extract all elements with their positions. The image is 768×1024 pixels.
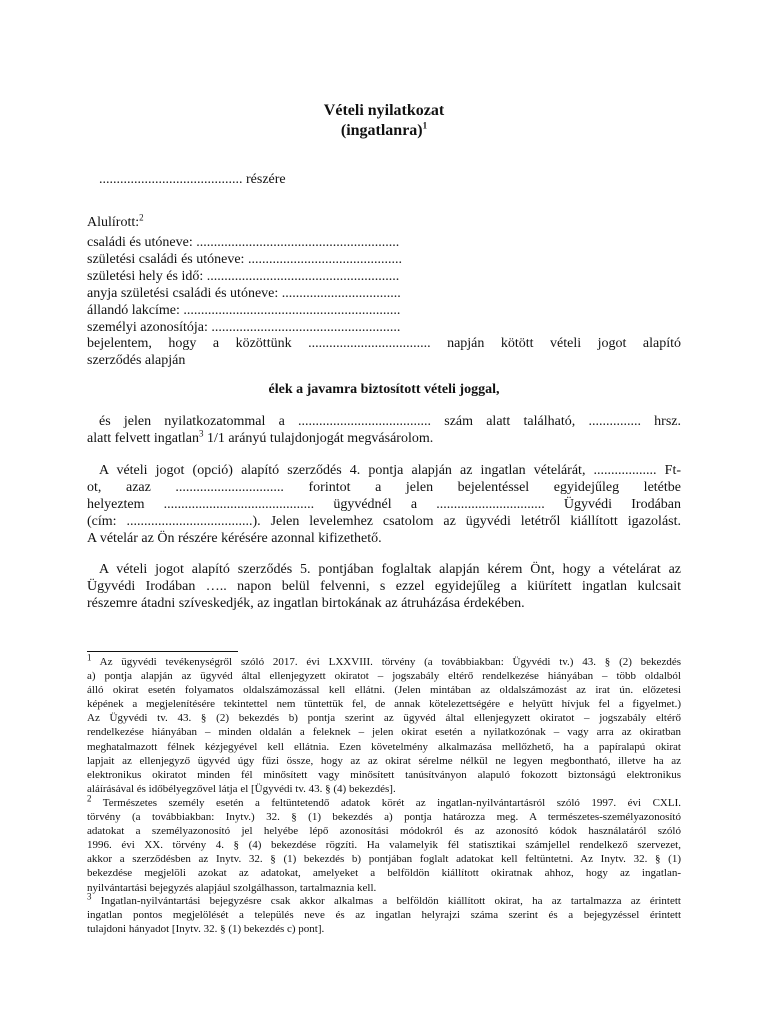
footnote-line: képének a megjelenítésére tekintettel nem tüntettük fel, de annak kötelezettségére e helyütt hívjuk fel a figyelmet.): [87, 698, 681, 711]
footnote-line: nyilvántartási bejegyzés alapjául szolgálhasson, tartalmaznia kell.: [87, 881, 377, 894]
declarant-field: születési hely és idő: .......................................................: [87, 269, 400, 284]
footnote-ref-3: 3: [198, 428, 204, 439]
paragraph-line: A vételi jogot (opció) alapító szerződés 4. pontja alapján az ingatlan vételárát, .................. Ft-: [99, 463, 681, 478]
footnote-mark: 1: [87, 652, 92, 663]
footnote-line: rendelkezése hiányában – minden oldalán a feleknek – jelen okirat esetén a nyilatkozónak – vagy arra az okiratban: [87, 726, 681, 739]
footnote-ref-1: 1: [422, 120, 428, 131]
footnote-line: elektronikus okiratot minden fél minősített vagy minősített tanúsítványon alapuló fokozott biztonságú elektronikus: [87, 768, 681, 781]
footnote-2: [87, 793, 681, 895]
footnote-line: Az Ügyvédi tv. 43. § (2) bekezdés b) pontja szerint az ügyvéd által ellenjegyzett okiratot – jogszabály eltérő: [87, 712, 681, 725]
paragraph-line: A vételár az Ön részére kérésére azonnal kifizethető.: [87, 531, 382, 546]
footnote-line: akkor a szerződésben az Inytv. 32. § (1) bekezdés b) pontjában foglalt adatokat kell feltüntetni. Az Inytv. 32. § (1): [87, 853, 681, 866]
document-title: Vételi nyilatkozat: [323, 102, 445, 119]
paragraph-line: ot, azaz ............................... forintot a jelen bejelentéssel egyidejűleg letétbe: [87, 480, 681, 495]
footnote-line: meghatalmazott félnek kézjegyével kell ellátnia. Ezen követelmény alkalmazása mellőzhető, ha a papíralapú okirat: [87, 740, 681, 753]
footnote-line: ingatlan pontos megjelölését a település neve és az ingatlan helyrajzi száma szerint és a bejegyzéssel érintett: [87, 909, 681, 922]
paragraph-line: részemre átadni szíveskedjék, az ingatlan birtokának az átruházása érdekében.: [87, 596, 525, 611]
document-subtitle: (ingatlanra)$^1$: [340, 120, 428, 139]
footnote-mark: 3: [87, 891, 92, 902]
paragraph-line: helyeztem ........................................... ügyvédnél a ............................... Ügyvédi Irodában: [87, 497, 681, 512]
recipient-line: ......................................... részére: [99, 172, 286, 187]
declarant-field: anyja születési családi és utóneve: ..................................: [87, 286, 401, 301]
paragraph-line: Ügyvédi Irodában ….. napon belül felvenni, s ezzel egyidejűleg a kiürített ingatlan kulcsait: [87, 579, 681, 594]
footnote-ref-2: 2: [139, 212, 144, 223]
declarant-field: családi és utóneve: ..........................................................: [87, 235, 400, 250]
footnote-line: tulajdoni hányadot [Inytv. 32. § (1) bekezdés c) pont].: [87, 923, 325, 936]
footnote-line: $^1$ Az ügyvédi tevékenységről szóló 2017. évi LXXVIII. törvény (a továbbiakban: Ügyvédi tv.) 43. § (2) bekezdés: [87, 652, 681, 668]
footnote-line: adatokat a személyazonosító jel helyébe lépő azonosítási módokról és az azonosító kódok használatáról szóló: [87, 825, 681, 838]
footnote-line: törvény (a továbbiakban: Inytv.) 32. § (1) bekezdés a) pontja határozza meg. A természetes-személyazonosító: [87, 811, 681, 824]
footnote-line: lapjait az ellenjegyző ügyvéd úgy fűzi össze, hogy az az okirat sérelme nélkül ne legyen megbontható, illetve ha az: [87, 754, 681, 767]
paragraph-line: és jelen nyilatkozatommal a ...................................... szám alatt található, ............... hrsz.: [99, 414, 681, 429]
declarant-label: Alulírott:$^2$: [87, 212, 144, 230]
footnote-line: $^2$ Természetes személy esetén a feltüntetendő adatok körét az ingatlan-nyilvántartásról szóló 1997. évi CXLI.: [87, 793, 681, 809]
footnote-line: 1996. évi XX. törvény 4. § (4) bekezdése rögzíti. Ha valamelyik fél statisztikai számjellel rendelkező szervezet,: [87, 839, 681, 852]
footnote-separator: [87, 651, 238, 652]
footnote-line: bekezdése megjelöli azokat az adatokat, amelyeket a belföldön kiállított okiratnak ahhoz, hogy az ingatlan-: [87, 867, 681, 880]
declarant-field: születési családi és utóneve: ............................................: [87, 252, 402, 267]
section-heading: élek a javamra biztosított vételi joggal,: [268, 382, 500, 397]
footnote-mark: 2: [87, 793, 92, 804]
footnote-3: [87, 891, 681, 936]
declarant-field: személyi azonosítója: ......................................................: [87, 320, 401, 335]
paragraph-line: szerződés alapján: [87, 353, 186, 368]
paragraph-line: bejelentem, hogy a közöttünk ................................... napján kötött vételi jogot alapító: [87, 336, 681, 351]
footnote-1: [87, 652, 681, 796]
paragraph-line: A vételi jogot alapító szerződés 5. pontjában foglaltak alapján kérem Önt, hogy a vételárat az: [99, 562, 681, 577]
footnote-line: $^3$ Ingatlan-nyilvántartási bejegyzésre csak akkor alkalmas a belföldön kiállított okirat, ha az tartalmazza az érintett: [87, 891, 681, 907]
declarant-field: állandó lakcíme: ..............................................................: [87, 303, 401, 318]
footnote-line: álló okirat esetén folyamatos oldalszámozással kell ellátni. (Jelen mintában az oldalszámozást az irat ún. előzetesi: [87, 684, 681, 697]
footnote-line: a) pontja alapján az ügyvéd által ellenjegyzett okiratot – jogszabály eltérő rendelkezése hiányában – több oldalból: [87, 670, 681, 683]
paragraph-line: (cím: ....................................). Jelen levelemhez csatolom az ügyvédi letétről kiállított igazolást.: [87, 514, 681, 529]
footnote-line: aláírásával és időbélyegzővel látja el [Ügyvédi tv. 43. § (4) bekezdés].: [87, 782, 396, 795]
paragraph-line: alatt felvett ingatlan$^3$ 1/1 arányú tulajdonjogát megvásárolom.: [87, 428, 434, 446]
